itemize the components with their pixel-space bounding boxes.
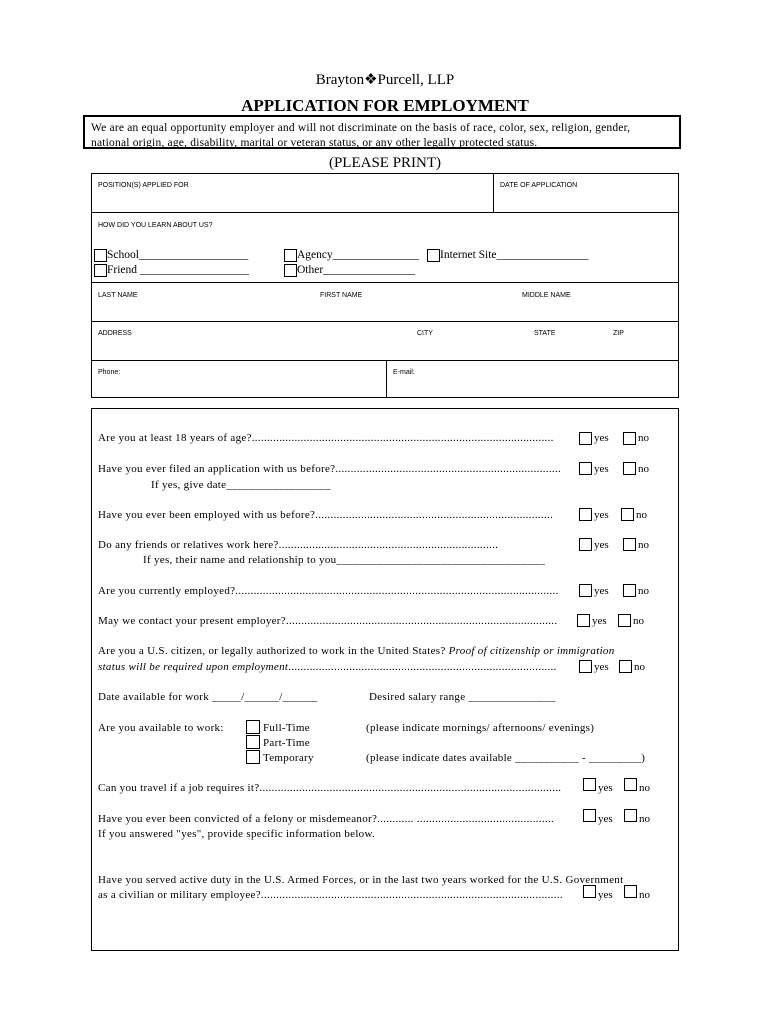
q4-yes-label: yes xyxy=(594,539,609,551)
q3-no-label: no xyxy=(636,509,647,521)
date-of-application-field[interactable] xyxy=(493,173,679,213)
state-label: STATE xyxy=(534,330,556,337)
phone-label: Phone: xyxy=(98,369,121,376)
q9-no-label: no xyxy=(639,813,650,825)
q8-yes-label: yes xyxy=(598,782,613,794)
question-employed-before: Have you ever been employed with us before?.............................................................................. xyxy=(98,509,554,521)
source-friend[interactable] xyxy=(94,264,249,277)
please-print: (PLEASE PRINT) xyxy=(328,155,442,171)
desired-salary-field[interactable]: Desired salary range _______________ xyxy=(369,691,556,703)
q3-no-checkbox[interactable] xyxy=(621,508,634,521)
citizenship-text: Are you a U.S. citizen, or legally authorized to work in the United States? xyxy=(98,645,446,657)
q10-yes-label: yes xyxy=(598,889,613,901)
friend-label: Friend ___________________ xyxy=(107,264,250,277)
eeo-line-1: We are an equal opportunity employer and will not discriminate on the basis of race, color, sex, religion, gender, xyxy=(91,122,631,134)
firm-name: Brayton❖Purcell, LLP xyxy=(315,72,455,88)
full-time-label: Full-Time xyxy=(263,722,310,734)
other-label: Other________________ xyxy=(297,264,416,277)
q2-yes-checkbox[interactable] xyxy=(579,462,592,475)
q7-yes-checkbox[interactable] xyxy=(579,660,592,673)
felony-detail-instruction: If you answered "yes", provide specific information below. xyxy=(98,828,376,840)
q5-yes-checkbox[interactable] xyxy=(579,584,592,597)
q1-yes-label: yes xyxy=(594,432,609,444)
phone-field[interactable] xyxy=(91,360,387,398)
q3-yes-label: yes xyxy=(594,509,609,521)
q2-no-label: no xyxy=(638,463,649,475)
q6-no-checkbox[interactable] xyxy=(618,614,631,627)
agency-label: Agency_______________ xyxy=(297,249,420,262)
q8-no-checkbox[interactable] xyxy=(624,778,637,791)
q6-no-label: no xyxy=(633,615,644,627)
q1-yes-checkbox[interactable] xyxy=(579,432,592,445)
date-available-field[interactable]: Date available for work _____/______/______ xyxy=(98,691,318,703)
last-name-label: LAST NAME xyxy=(98,292,138,299)
email-field[interactable] xyxy=(386,360,679,398)
q7-no-label: no xyxy=(634,661,645,673)
part-time-checkbox[interactable] xyxy=(246,735,260,749)
other-checkbox[interactable] xyxy=(284,264,297,277)
source-other[interactable] xyxy=(284,264,415,277)
position-label: POSITION(S) APPLIED FOR xyxy=(98,182,189,189)
internet-checkbox[interactable] xyxy=(427,249,440,262)
question-citizenship-line2 xyxy=(98,661,557,673)
city-label: CITY xyxy=(417,330,433,337)
source-agency[interactable] xyxy=(284,249,419,262)
q6-yes-label: yes xyxy=(592,615,607,627)
q9-yes-checkbox[interactable] xyxy=(583,809,596,822)
q4-yes-checkbox[interactable] xyxy=(579,538,592,551)
position-field[interactable] xyxy=(91,173,494,213)
source-internet[interactable] xyxy=(427,249,589,262)
q4-no-label: no xyxy=(638,539,649,551)
address-section[interactable] xyxy=(91,321,679,361)
question-felony: Have you ever been convicted of a felony or misdemeanor?............ ............................................. xyxy=(98,813,555,825)
citizenship-proof-note: Proof of citizenship or immigration xyxy=(448,645,615,657)
address-label: ADDRESS xyxy=(98,330,132,337)
source-school[interactable] xyxy=(94,249,248,262)
q5-yes-label: yes xyxy=(594,585,609,597)
eeo-line-2: national origin, age, disability, marital or veteran status, or any other legally protected status. xyxy=(91,137,538,149)
question-18-years: Are you at least 18 years of age?................................................................................................... xyxy=(98,432,554,444)
citizenship-dots: ........................................................................................ xyxy=(288,661,557,673)
page-title: APPLICATION FOR EMPLOYMENT xyxy=(241,96,529,115)
q4-no-checkbox[interactable] xyxy=(623,538,636,551)
q2-no-checkbox[interactable] xyxy=(623,462,636,475)
question-relatives: Do any friends or relatives work here?........................................................................ xyxy=(98,539,499,551)
q9-no-checkbox[interactable] xyxy=(624,809,637,822)
availability-label: Are you available to work: xyxy=(98,722,224,734)
q5-no-checkbox[interactable] xyxy=(623,584,636,597)
dates-available-note[interactable]: (please indicate dates available ___________ - _________) xyxy=(366,752,646,764)
middle-name-label: MIDDLE NAME xyxy=(522,292,571,299)
q6-yes-checkbox[interactable] xyxy=(577,614,590,627)
q7-yes-label: yes xyxy=(594,661,609,673)
q9-yes-label: yes xyxy=(598,813,613,825)
question-filed-date[interactable]: If yes, give date__________________ xyxy=(151,479,331,491)
temporary-checkbox[interactable] xyxy=(246,750,260,764)
q8-no-label: no xyxy=(639,782,650,794)
question-armed-forces-line2: as a civilian or military employee?................................................................................................... xyxy=(98,889,563,901)
q10-no-checkbox[interactable] xyxy=(624,885,637,898)
friend-checkbox[interactable] xyxy=(94,264,107,277)
how-learn-label: HOW DID YOU LEARN ABOUT US? xyxy=(98,222,213,229)
question-citizenship xyxy=(98,645,615,657)
question-contact-employer: May we contact your present employer?......................................................................................... xyxy=(98,615,558,627)
q3-yes-checkbox[interactable] xyxy=(579,508,592,521)
email-label: E-mail: xyxy=(393,369,415,376)
q2-yes-label: yes xyxy=(594,463,609,475)
q7-no-checkbox[interactable] xyxy=(619,660,632,673)
school-label: School___________________ xyxy=(107,249,249,262)
q5-no-label: no xyxy=(638,585,649,597)
date-of-application-label: DATE OF APPLICATION xyxy=(500,182,578,189)
question-currently-employed: Are you currently employed?.......................................................................................................... xyxy=(98,585,559,597)
zip-label: ZIP xyxy=(613,330,624,337)
q10-no-label: no xyxy=(639,889,650,901)
q10-yes-checkbox[interactable] xyxy=(583,885,596,898)
agency-checkbox[interactable] xyxy=(284,249,297,262)
question-travel: Can you travel if a job requires it?................................................................................................... xyxy=(98,782,562,794)
internet-label: Internet Site________________ xyxy=(440,249,589,262)
citizenship-status-note: status will be required upon employment xyxy=(98,661,289,673)
question-relatives-detail[interactable]: If yes, their name and relationship to you____________________________________ xyxy=(143,554,546,566)
q8-yes-checkbox[interactable] xyxy=(583,778,596,791)
first-name-label: FIRST NAME xyxy=(320,292,363,299)
q1-no-checkbox[interactable] xyxy=(623,432,636,445)
eeo-statement xyxy=(83,115,681,149)
mornings-note: (please indicate mornings/ afternoons/ evenings) xyxy=(366,722,595,734)
school-checkbox[interactable] xyxy=(94,249,107,262)
part-time-label: Part-Time xyxy=(263,737,310,749)
q1-no-label: no xyxy=(638,432,649,444)
name-section[interactable] xyxy=(91,282,679,322)
full-time-checkbox[interactable] xyxy=(246,720,260,734)
temporary-label: Temporary xyxy=(263,752,314,764)
question-armed-forces: Have you served active duty in the U.S. Armed Forces, or in the last two years worked for the U.S. Government xyxy=(98,874,624,886)
question-filed-before: Have you ever filed an application with us before?.......................................................................... xyxy=(98,463,562,475)
